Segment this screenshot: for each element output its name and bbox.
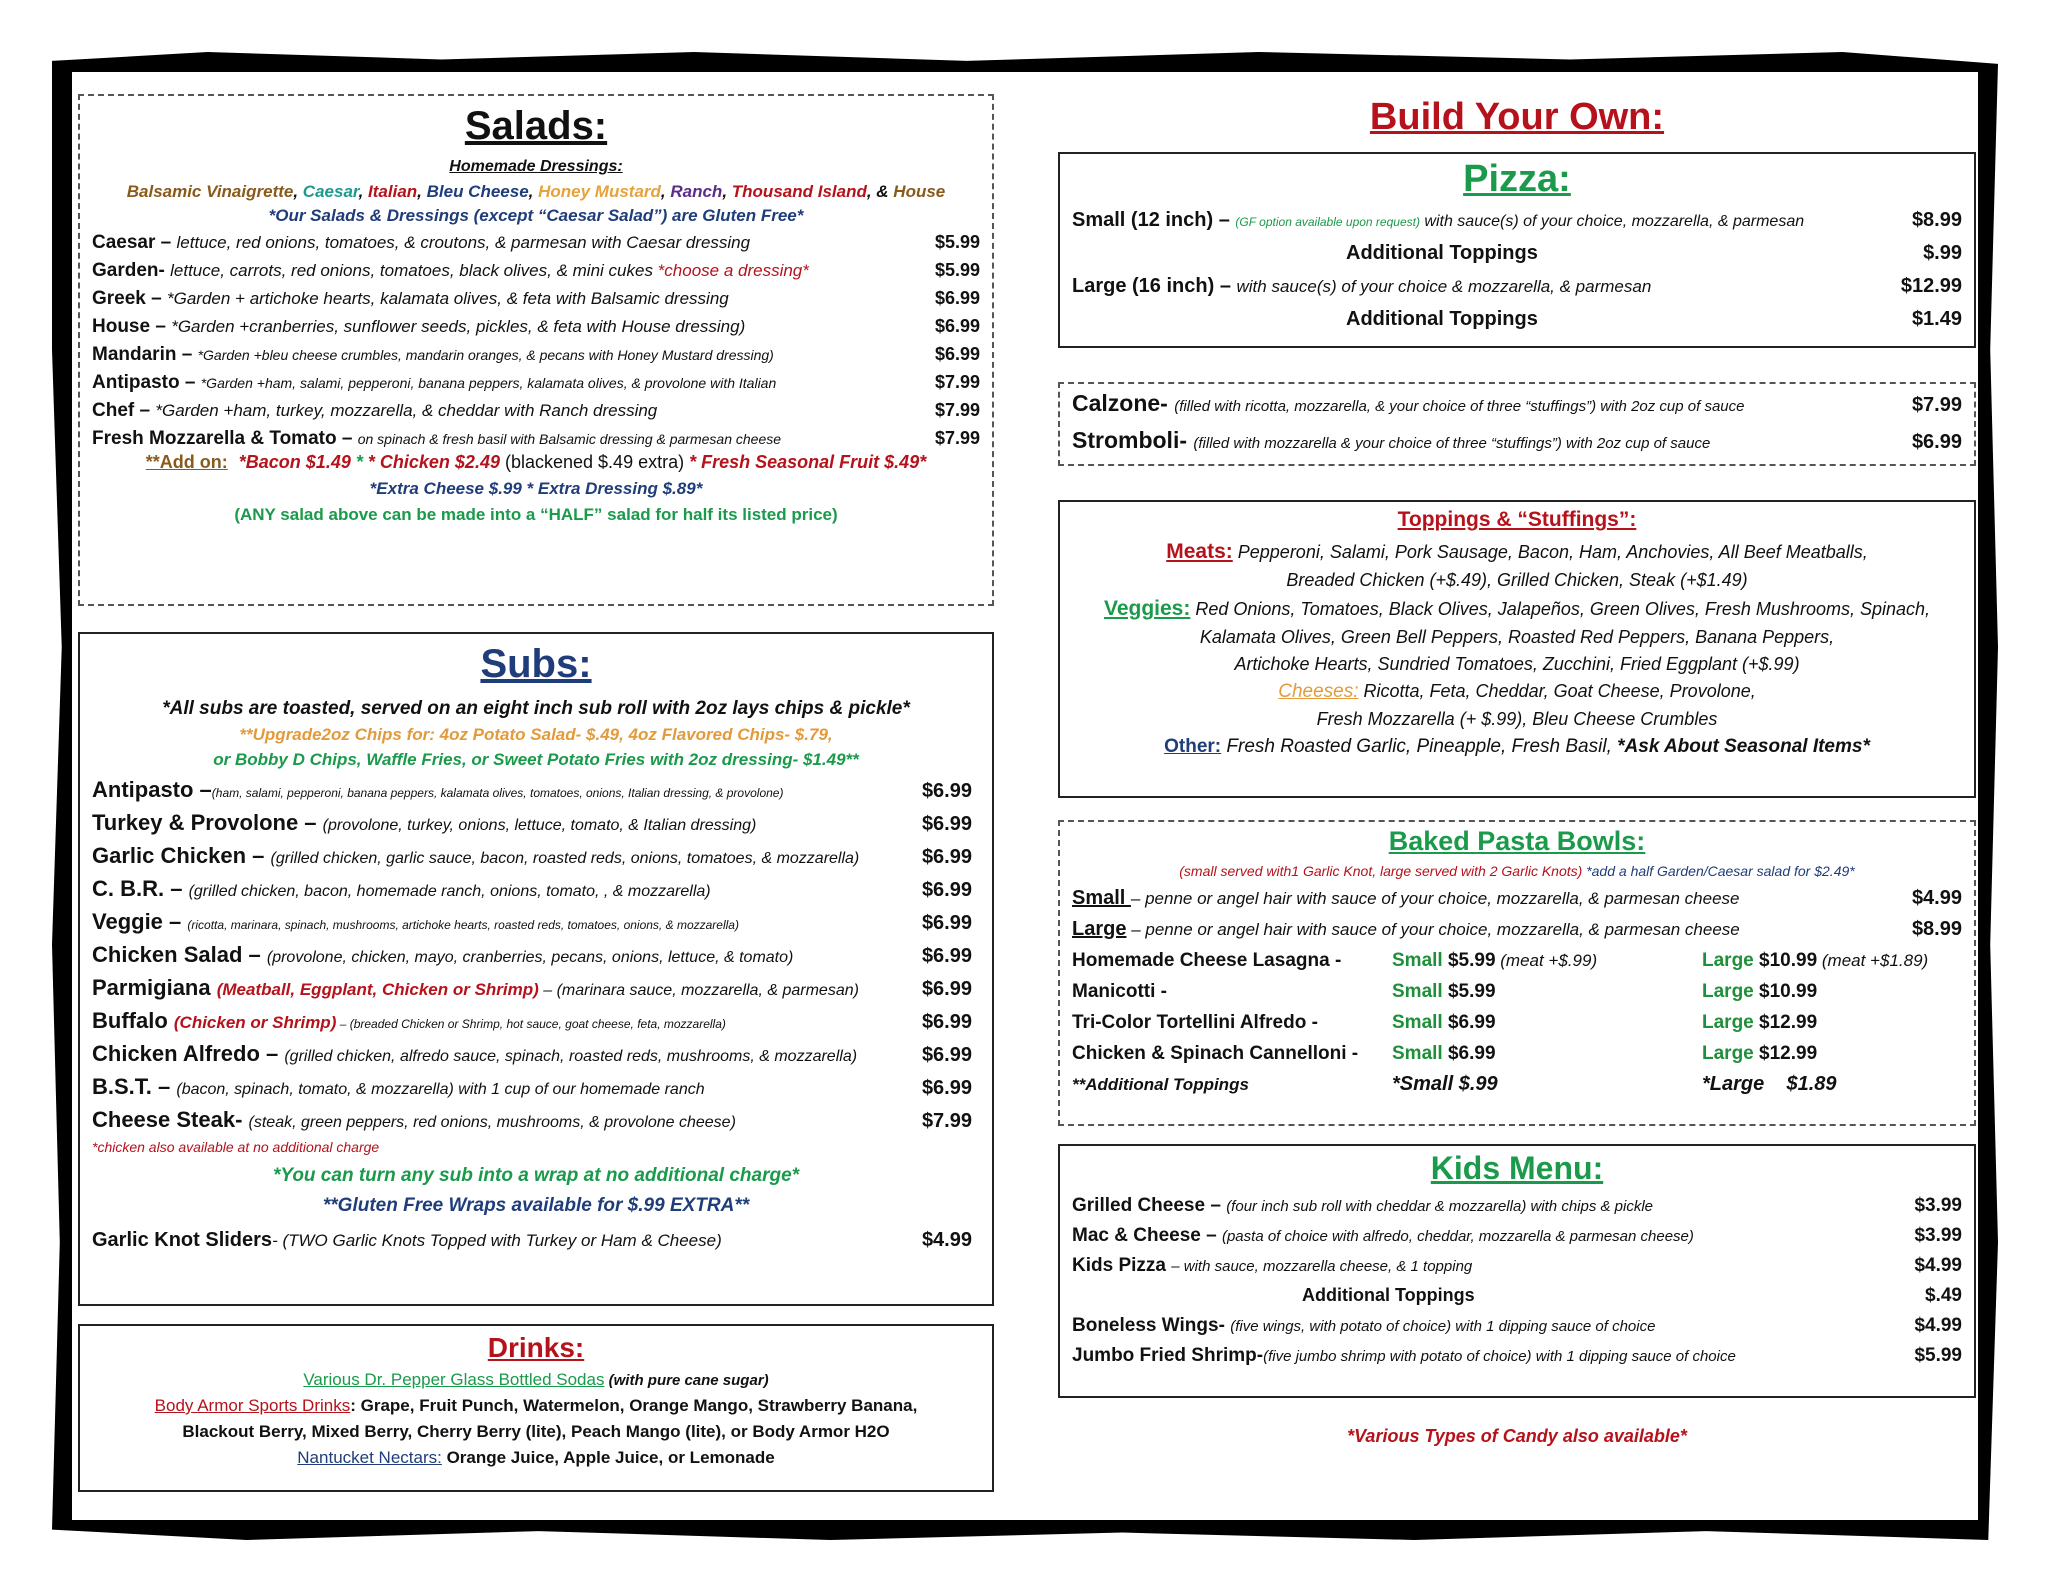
salad-items bbox=[92, 232, 980, 450]
kids-item-price: $3.99 bbox=[1914, 1195, 1962, 1216]
sub-item bbox=[92, 1074, 980, 1100]
kids-item-desc: (five wings, with potato of choice) with 1 dipping sauce of choice bbox=[1230, 1318, 1656, 1335]
sub-item-options: (Chicken or Shrimp) bbox=[173, 1013, 337, 1032]
pasta-small-option bbox=[1392, 981, 1702, 1003]
salad-item-desc: *Garden + artichoke hearts, kalamata olives, & feta with Balsamic dressing bbox=[167, 289, 729, 308]
salad-item-name: Chef – bbox=[92, 400, 156, 421]
nantucket-name: Nantucket Nectars: bbox=[297, 1448, 442, 1467]
sub-item-price: $7.99 bbox=[921, 1110, 972, 1132]
sub-item-price: $6.99 bbox=[921, 912, 972, 934]
kids-item bbox=[1072, 1195, 1962, 1217]
salad-item-price: $5.99 bbox=[934, 232, 980, 252]
sub-item-name: Cheese Steak- bbox=[92, 1107, 249, 1132]
kids-items bbox=[1072, 1195, 1962, 1367]
calzone-price: $7.99 bbox=[1911, 394, 1962, 416]
sub-item bbox=[92, 1008, 980, 1034]
veggies-list-2: Kalamata Olives, Green Bell Peppers, Roasted Red Peppers, Banana Peppers, bbox=[1199, 627, 1835, 647]
pasta-additional-toppings-row bbox=[1072, 1073, 1962, 1096]
salad-item-text bbox=[92, 372, 776, 394]
salad-item bbox=[92, 400, 980, 422]
kids-item-text bbox=[1072, 1195, 1653, 1217]
salad-item-desc: *Garden +ham, salami, pepperoni, banana peppers, kalamata olives, & provolone with Italian bbox=[200, 375, 777, 391]
salad-item-price: $7.99 bbox=[934, 372, 980, 392]
calzone-row bbox=[1072, 390, 1962, 417]
kids-item-price: $.49 bbox=[1925, 1285, 1962, 1306]
salad-item-text bbox=[92, 232, 750, 254]
kids-item-desc: (pasta of choice with alfredo, cheddar, mozzarella & parmesan cheese) bbox=[1221, 1228, 1694, 1245]
seasonal-note: *Ask About Seasonal Items* bbox=[1617, 736, 1870, 757]
pasta-large-label: Large bbox=[1702, 950, 1760, 971]
sub-item bbox=[92, 876, 980, 902]
dressing-name: Balsamic Vinaigrette bbox=[126, 182, 294, 201]
calzone-stromboli-section bbox=[1058, 382, 1976, 466]
kids-item-name: Boneless Wings- bbox=[1072, 1315, 1231, 1336]
addon-chicken: * Chicken $2.49 bbox=[367, 452, 500, 472]
sub-item bbox=[92, 1041, 980, 1067]
half-salad-note: (ANY salad above can be made into a “HALF” salad for half its listed price) bbox=[234, 505, 838, 524]
sub-item-name: Chicken Salad – bbox=[92, 942, 267, 967]
sodas-name: Various Dr. Pepper Glass Bottled Sodas bbox=[303, 1370, 605, 1389]
pasta-dish-row bbox=[1072, 950, 1962, 972]
salad-item-desc: *Garden +cranberries, sunflower seeds, pickles, & feta with House dressing) bbox=[171, 317, 746, 336]
sub-item-price: $6.99 bbox=[921, 879, 972, 901]
salad-item-name: Mandarin – bbox=[92, 344, 198, 365]
sub-item-price: $6.99 bbox=[921, 780, 972, 802]
pasta-small-price: $6.99 bbox=[1447, 1012, 1496, 1033]
toppings-title: Toppings & “Stuffings”: bbox=[1397, 508, 1637, 531]
pasta-small-label: Small bbox=[1392, 1012, 1448, 1033]
sub-item-price: $6.99 bbox=[921, 1011, 972, 1033]
pasta-dish-name: Homemade Cheese Lasagna - bbox=[1072, 950, 1342, 971]
kids-item-text bbox=[1072, 1225, 1694, 1247]
build-your-own-title: Build Your Own: bbox=[1369, 96, 1665, 138]
pizza-small-desc: with sauce(s) of your choice, mozzarella, & parmesan bbox=[1419, 213, 1805, 230]
pasta-large-extra: (meat +$1.89) bbox=[1817, 951, 1929, 970]
sub-item-text bbox=[92, 810, 756, 836]
other-line bbox=[1072, 736, 1962, 758]
kids-item-price: $5.99 bbox=[1914, 1345, 1962, 1366]
pizza-large-toppings-label: Additional Toppings bbox=[1346, 308, 1538, 330]
dressing-separator: , bbox=[417, 182, 427, 201]
stromboli-name: Stromboli- bbox=[1072, 427, 1194, 453]
pasta-large-label: Large bbox=[1702, 1043, 1760, 1064]
stromboli-desc: (filled with mozzarella & your choice of three “stuffings”) with 2oz cup of sauce bbox=[1193, 435, 1711, 452]
pasta-large-option bbox=[1702, 1043, 2002, 1065]
stromboli-row bbox=[1072, 427, 1962, 454]
meats-label: Meats: bbox=[1166, 540, 1233, 563]
kids-item bbox=[1072, 1285, 1962, 1307]
pasta-dish-name: Manicotti - bbox=[1072, 981, 1167, 1002]
sub-item-price: $6.99 bbox=[921, 846, 972, 868]
sub-item bbox=[92, 1107, 980, 1133]
salad-item-text bbox=[92, 288, 729, 310]
addon-fruit: * Fresh Seasonal Fruit $.49* bbox=[689, 452, 927, 472]
sub-item-price: $6.99 bbox=[921, 813, 972, 835]
sub-item-name: Turkey & Provolone – bbox=[92, 810, 323, 835]
salad-item-name: House – bbox=[92, 316, 172, 337]
sub-item-desc: (provolone, chicken, mayo, cranberries, pecans, onions, lettuce, & tomato) bbox=[266, 949, 794, 966]
dressings-list bbox=[92, 182, 980, 202]
pasta-small-label: Small bbox=[1392, 981, 1448, 1002]
sub-item-price: $6.99 bbox=[921, 945, 972, 967]
sub-item-name: Antipasto – bbox=[92, 777, 212, 802]
pasta-dish-row bbox=[1072, 1012, 1962, 1034]
pasta-large-row bbox=[1072, 918, 1962, 941]
pasta-small-price: $5.99 bbox=[1447, 950, 1496, 971]
sodas-note: (with pure cane sugar) bbox=[604, 1372, 769, 1389]
pasta-small-desc: – penne or angel hair with sauce of your choice, mozzarella, & parmesan cheese bbox=[1130, 889, 1740, 908]
salad-item-name: Greek – bbox=[92, 288, 167, 309]
pasta-large-desc: – penne or angel hair with sauce of your choice, mozzarella, & parmesan cheese bbox=[1126, 920, 1740, 939]
kids-item-name: Kids Pizza bbox=[1072, 1255, 1172, 1276]
kids-item-name: Additional Toppings bbox=[1302, 1285, 1475, 1305]
other-list: Fresh Roasted Garlic, Pineapple, Fresh Basil, bbox=[1221, 736, 1618, 757]
pizza-small-toppings-row bbox=[1072, 242, 1962, 265]
pasta-dish-row bbox=[1072, 1043, 1962, 1065]
salad-item-text bbox=[92, 260, 809, 282]
kids-item-text bbox=[1302, 1285, 1475, 1306]
meats-line bbox=[1072, 540, 1962, 564]
nantucket-flavors: Orange Juice, Apple Juice, or Lemonade bbox=[441, 1448, 775, 1467]
body-armor-flavors-2: Blackout Berry, Mixed Berry, Cherry Berry (lite), Peach Mango (lite), or Body Armor H2O bbox=[182, 1422, 890, 1441]
other-label: Other: bbox=[1164, 736, 1222, 757]
sub-item-desc: (bacon, spinach, tomato, & mozzarella) with 1 cup of our homemade ranch bbox=[176, 1081, 705, 1098]
sliders-desc: - (TWO Garlic Knots Topped with Turkey or Ham & Cheese) bbox=[272, 1231, 722, 1250]
pizza-small-row bbox=[1072, 209, 1962, 232]
pizza-section bbox=[1058, 152, 1976, 348]
salad-item-desc: *Garden +ham, turkey, mozzarella, & cheddar with Ranch dressing bbox=[155, 401, 658, 420]
salad-item-price: $5.99 bbox=[934, 260, 980, 280]
meats-list-2: Breaded Chicken (+$.49), Grilled Chicken, Steak (+$1.49) bbox=[1286, 570, 1748, 590]
dressing-separator: , & bbox=[866, 182, 894, 201]
pasta-dish-name: Tri-Color Tortellini Alfredo - bbox=[1072, 1012, 1318, 1033]
pasta-large-price: $10.99 bbox=[1759, 950, 1818, 971]
kids-item bbox=[1072, 1225, 1962, 1247]
salad-item bbox=[92, 260, 980, 282]
kids-item-price: $4.99 bbox=[1914, 1255, 1962, 1276]
subs-title: Subs: bbox=[480, 642, 592, 686]
meats-list-1: Pepperoni, Salami, Pork Sausage, Bacon, Ham, Anchovies, All Beef Meatballs, bbox=[1232, 542, 1868, 562]
sub-item-name: Chicken Alfredo – bbox=[92, 1041, 285, 1066]
sub-item bbox=[92, 777, 980, 803]
salad-item bbox=[92, 316, 980, 338]
pasta-dish-row bbox=[1072, 981, 1962, 1003]
body-armor-flavors: : Grape, Fruit Punch, Watermelon, Orange Mango, Strawberry Banana, bbox=[350, 1396, 918, 1415]
salad-item-desc: *Garden +bleu cheese crumbles, mandarin oranges, & pecans with Honey Mustard dressing) bbox=[197, 347, 774, 363]
nantucket-line bbox=[92, 1448, 980, 1468]
salad-item-price: $7.99 bbox=[934, 428, 980, 448]
pasta-dish-rows bbox=[1072, 950, 1962, 1065]
salad-item-name: Caesar – bbox=[92, 232, 177, 253]
pasta-small-price: $4.99 bbox=[1911, 887, 1962, 909]
candy-note: *Various Types of Candy also available* bbox=[1347, 1426, 1687, 1446]
sub-item-text bbox=[92, 909, 739, 935]
sub-item-text bbox=[92, 1041, 857, 1067]
kids-item-text bbox=[1072, 1315, 1655, 1337]
salad-item-name: Garden- bbox=[92, 260, 171, 281]
upgrade-line-1: **Upgrade2oz Chips for: 4oz Potato Salad- $.49, 4oz Flavored Chips- $.79, bbox=[239, 725, 833, 744]
pasta-add-large: *Large $1.89 bbox=[1702, 1073, 1837, 1095]
chicken-note: *chicken also available at no additional charge bbox=[92, 1139, 380, 1155]
salad-item-name: Fresh Mozzarella & Tomato – bbox=[92, 428, 358, 449]
dressing-separator: , bbox=[660, 182, 671, 201]
salad-item-text bbox=[92, 428, 781, 450]
pasta-large-option bbox=[1702, 950, 2002, 972]
pizza-small-name: Small (12 inch) – bbox=[1072, 209, 1236, 231]
salad-item-desc: on spinach & fresh basil with Balsamic dressing & parmesan cheese bbox=[357, 431, 782, 447]
sub-item bbox=[92, 975, 980, 1001]
pasta-dish-name: Chicken & Spinach Cannelloni - bbox=[1072, 1043, 1359, 1064]
sub-item-desc: (grilled chicken, alfredo sauce, spinach, roasted reds, mushrooms, & mozzarella) bbox=[284, 1048, 858, 1065]
pasta-note-red: (small served with1 Garlic Knot, large served with 2 Garlic Knots) bbox=[1179, 863, 1583, 879]
sub-item-desc: – (breaded Chicken or Shrimp, hot sauce, goat cheese, feta, mozzarella) bbox=[336, 1017, 726, 1031]
salad-item-price: $6.99 bbox=[934, 344, 980, 364]
sub-item bbox=[92, 942, 980, 968]
cheeses-list-1: Ricotta, Feta, Cheddar, Goat Cheese, Provolone, bbox=[1358, 681, 1756, 701]
dressing-name: Thousand Island bbox=[731, 182, 867, 201]
pizza-small-price: $8.99 bbox=[1911, 209, 1962, 231]
pasta-small-price: $6.99 bbox=[1447, 1043, 1496, 1064]
kids-item-name: Grilled Cheese – bbox=[1072, 1195, 1227, 1216]
pasta-small-extra: (meat +$.99) bbox=[1495, 951, 1598, 970]
upgrade-line-2: or Bobby D Chips, Waffle Fries, or Sweet Potato Fries with 2oz dressing- $1.49** bbox=[213, 750, 859, 769]
pizza-gf-note: (GF option available upon request) bbox=[1235, 215, 1420, 229]
sub-item-desc: (ricotta, marinara, spinach, mushrooms, artichoke hearts, roasted reds, tomatoes, onions, & mozzarella) bbox=[187, 918, 739, 932]
kids-item bbox=[1072, 1345, 1962, 1367]
dressing-name: Honey Mustard bbox=[538, 182, 661, 201]
pasta-large-price: $12.99 bbox=[1759, 1043, 1818, 1064]
sliders-row bbox=[92, 1229, 980, 1252]
stromboli-price: $6.99 bbox=[1911, 431, 1962, 453]
salad-item bbox=[92, 288, 980, 310]
salad-item-price: $6.99 bbox=[934, 316, 980, 336]
salad-item bbox=[92, 344, 980, 366]
pizza-small-toppings-label: Additional Toppings bbox=[1346, 242, 1538, 264]
pasta-note bbox=[1072, 863, 1962, 879]
kids-item-desc: (five jumbo shrimp with potato of choice) with 1 dipping sauce of choice bbox=[1263, 1348, 1736, 1365]
wrap-note: *You can turn any sub into a wrap at no additional charge* bbox=[272, 1165, 800, 1186]
sliders-price: $4.99 bbox=[921, 1229, 972, 1251]
subs-note: *All subs are toasted, served on an eight inch sub roll with 2oz lays chips & pickle* bbox=[162, 698, 910, 719]
pizza-large-desc: with sauce(s) of your choice & mozzarella, & parmesan bbox=[1236, 277, 1652, 296]
dressing-name: House bbox=[893, 182, 946, 201]
kids-title: Kids Menu: bbox=[1430, 1150, 1604, 1186]
cheeses-line bbox=[1072, 681, 1962, 703]
salad-item-name: Antipasto – bbox=[92, 372, 201, 393]
body-armor-name: Body Armor Sports Drinks bbox=[154, 1396, 351, 1415]
kids-item-name: Jumbo Fried Shrimp- bbox=[1072, 1345, 1264, 1366]
sub-items bbox=[92, 777, 980, 1133]
pasta-section bbox=[1058, 820, 1976, 1126]
salad-addon-line bbox=[92, 452, 980, 473]
kids-item-desc: – with sauce, mozzarella cheese, & 1 topping bbox=[1171, 1258, 1473, 1275]
body-armor-line bbox=[92, 1396, 980, 1416]
pasta-large-price: $8.99 bbox=[1911, 918, 1962, 940]
gf-wraps-note: **Gluten Free Wraps available for $.99 EXTRA** bbox=[322, 1195, 750, 1216]
pasta-add-label: **Additional Toppings bbox=[1072, 1075, 1249, 1094]
sub-item-name: Buffalo bbox=[92, 1008, 174, 1033]
pasta-title: Baked Pasta Bowls: bbox=[1388, 826, 1646, 856]
sub-item-text bbox=[92, 942, 793, 968]
pizza-large-toppings-row bbox=[1072, 308, 1962, 331]
sub-item-text bbox=[92, 975, 859, 1001]
pizza-large-price: $12.99 bbox=[1900, 275, 1962, 297]
sub-item-desc: (ham, salami, pepperoni, banana peppers, kalamata olives, tomatoes, onions, Italian dressing, & provolone) bbox=[211, 786, 784, 800]
sodas-line bbox=[92, 1370, 980, 1390]
sub-item-desc: (grilled chicken, bacon, homemade ranch, onions, tomato, , & mozzarella) bbox=[188, 883, 711, 900]
pizza-large-row bbox=[1072, 275, 1962, 298]
salad-item-text bbox=[92, 344, 774, 366]
pizza-title: Pizza: bbox=[1463, 158, 1571, 200]
salad-item-price: $7.99 bbox=[934, 400, 980, 420]
sub-item-name: Parmigiana bbox=[92, 975, 217, 1000]
sub-item bbox=[92, 810, 980, 836]
sub-item-text bbox=[92, 777, 783, 803]
addon-bacon: *Bacon $1.49 bbox=[238, 452, 351, 472]
salad-item bbox=[92, 428, 980, 450]
dressing-name: Italian bbox=[368, 182, 418, 201]
addon-label: **Add on: bbox=[145, 452, 228, 472]
cheeses-label: Cheeses: bbox=[1278, 681, 1359, 702]
sub-item bbox=[92, 843, 980, 869]
sub-item-name: Veggie – bbox=[92, 909, 188, 934]
kids-item-price: $3.99 bbox=[1914, 1225, 1962, 1246]
pasta-note-blue: *add a half Garden/Caesar salad for $2.49* bbox=[1582, 863, 1855, 879]
dressing-separator: , bbox=[358, 182, 369, 201]
kids-item-text bbox=[1072, 1255, 1472, 1277]
kids-section bbox=[1058, 1144, 1976, 1398]
sub-item-text bbox=[92, 843, 859, 869]
kids-item-name: Mac & Cheese – bbox=[1072, 1225, 1222, 1246]
sub-item-text bbox=[92, 876, 711, 902]
pasta-small-price: $5.99 bbox=[1447, 981, 1496, 1002]
salads-title: Salads: bbox=[464, 104, 608, 148]
drinks-title: Drinks: bbox=[487, 1332, 585, 1363]
salad-item-text bbox=[92, 400, 657, 422]
pasta-small-option bbox=[1392, 1043, 1702, 1065]
pasta-small-option bbox=[1392, 1012, 1702, 1034]
gluten-free-note: *Our Salads & Dressings (except “Caesar Salad”) are Gluten Free* bbox=[268, 206, 804, 225]
sub-item-text bbox=[92, 1107, 736, 1133]
sub-item-desc: (steak, green peppers, red onions, mushrooms, & provolone cheese) bbox=[248, 1114, 736, 1131]
salad-item-price: $6.99 bbox=[934, 288, 980, 308]
salad-item bbox=[92, 232, 980, 254]
pasta-large-option bbox=[1702, 981, 2002, 1003]
dressings-heading: Homemade Dressings: bbox=[449, 158, 623, 175]
addon-line-2: *Extra Cheese $.99 * Extra Dressing $.89* bbox=[369, 479, 703, 498]
kids-item bbox=[1072, 1315, 1962, 1337]
kids-item-text bbox=[1072, 1345, 1736, 1367]
dressing-name: Caesar bbox=[302, 182, 359, 201]
sub-item-desc: (grilled chicken, garlic sauce, bacon, roasted reds, onions, tomatoes, & mozzarella) bbox=[270, 850, 860, 867]
dressing-separator: , bbox=[293, 182, 303, 201]
salad-item-desc: lettuce, carrots, red onions, tomatoes, black olives, & mini cukes bbox=[170, 261, 658, 280]
sliders-name: Garlic Knot Sliders bbox=[92, 1229, 273, 1251]
sub-item-text bbox=[92, 1074, 705, 1100]
dressing-separator: , bbox=[528, 182, 539, 201]
pasta-large-label: Large bbox=[1072, 918, 1127, 940]
pasta-large-label: Large bbox=[1702, 981, 1760, 1002]
sub-item-price: $6.99 bbox=[921, 1077, 972, 1099]
pasta-small-row bbox=[1072, 887, 1962, 910]
pasta-add-small: *Small $.99 bbox=[1392, 1073, 1498, 1095]
veggies-line bbox=[1072, 597, 1962, 621]
pasta-small-label: Small bbox=[1392, 950, 1448, 971]
sub-item-price: $6.99 bbox=[921, 978, 972, 1000]
salad-item bbox=[92, 372, 980, 394]
drinks-section bbox=[78, 1324, 994, 1492]
sub-item-options: (Meatball, Eggplant, Chicken or Shrimp) bbox=[216, 980, 539, 999]
dressing-name: Ranch bbox=[670, 182, 723, 201]
dressing-name: Bleu Cheese bbox=[426, 182, 529, 201]
sub-item-price: $6.99 bbox=[921, 1044, 972, 1066]
pasta-large-option bbox=[1702, 1012, 2002, 1034]
sub-item-desc: – (marinara sauce, mozzarella, & parmesan) bbox=[538, 982, 859, 999]
sub-item-name: B.S.T. – bbox=[92, 1074, 177, 1099]
salad-item-extra: *choose a dressing* bbox=[657, 261, 809, 280]
pasta-small-option bbox=[1392, 950, 1702, 972]
veggies-list-1: Red Onions, Tomatoes, Black Olives, Jalapeños, Green Olives, Fresh Mushrooms, Spinach, bbox=[1190, 599, 1931, 619]
calzone-desc: (filled with ricotta, mozzarella, & your choice of three “stuffings”) with 2oz cup of sauce bbox=[1174, 398, 1745, 415]
cheeses-list-2: Fresh Mozzarella (+ $.99), Bleu Cheese Crumbles bbox=[1316, 709, 1718, 729]
pizza-small-toppings-price: $.99 bbox=[1923, 242, 1962, 264]
sub-item-name: C. B.R. – bbox=[92, 876, 189, 901]
veggies-label: Veggies: bbox=[1103, 597, 1191, 620]
pizza-large-name: Large (16 inch) – bbox=[1072, 275, 1237, 297]
calzone-name: Calzone- bbox=[1072, 390, 1175, 416]
salad-item-text bbox=[92, 316, 745, 338]
sub-item-text bbox=[92, 1008, 726, 1034]
kids-item bbox=[1072, 1255, 1962, 1277]
addon-chicken-star: * bbox=[355, 452, 363, 472]
addon-blackened: (blackened $.49 extra) bbox=[504, 452, 685, 472]
kids-item-desc: (four inch sub roll with cheddar & mozzarella) with chips & pickle bbox=[1226, 1198, 1654, 1215]
pasta-large-label: Large bbox=[1702, 1012, 1760, 1033]
salads-section bbox=[78, 94, 994, 606]
pasta-large-price: $10.99 bbox=[1759, 981, 1818, 1002]
sub-item-desc: (provolone, turkey, onions, lettuce, tomato, & Italian dressing) bbox=[322, 817, 757, 834]
pasta-large-price: $12.99 bbox=[1759, 1012, 1818, 1033]
kids-item-price: $4.99 bbox=[1914, 1315, 1962, 1336]
sub-item bbox=[92, 909, 980, 935]
veggies-list-3: Artichoke Hearts, Sundried Tomatoes, Zucchini, Fried Eggplant (+$.99) bbox=[1234, 654, 1800, 674]
pasta-small-label: Small bbox=[1392, 1043, 1448, 1064]
dressing-separator: , bbox=[722, 182, 732, 201]
pizza-large-toppings-price: $1.49 bbox=[1911, 308, 1962, 330]
sub-item-name: Garlic Chicken – bbox=[92, 843, 271, 868]
subs-section bbox=[78, 632, 994, 1306]
pasta-small-label: Small bbox=[1072, 887, 1131, 909]
salad-item-desc: lettuce, red onions, tomatoes, & croutons, & parmesan with Caesar dressing bbox=[176, 233, 751, 252]
toppings-section bbox=[1058, 500, 1976, 798]
